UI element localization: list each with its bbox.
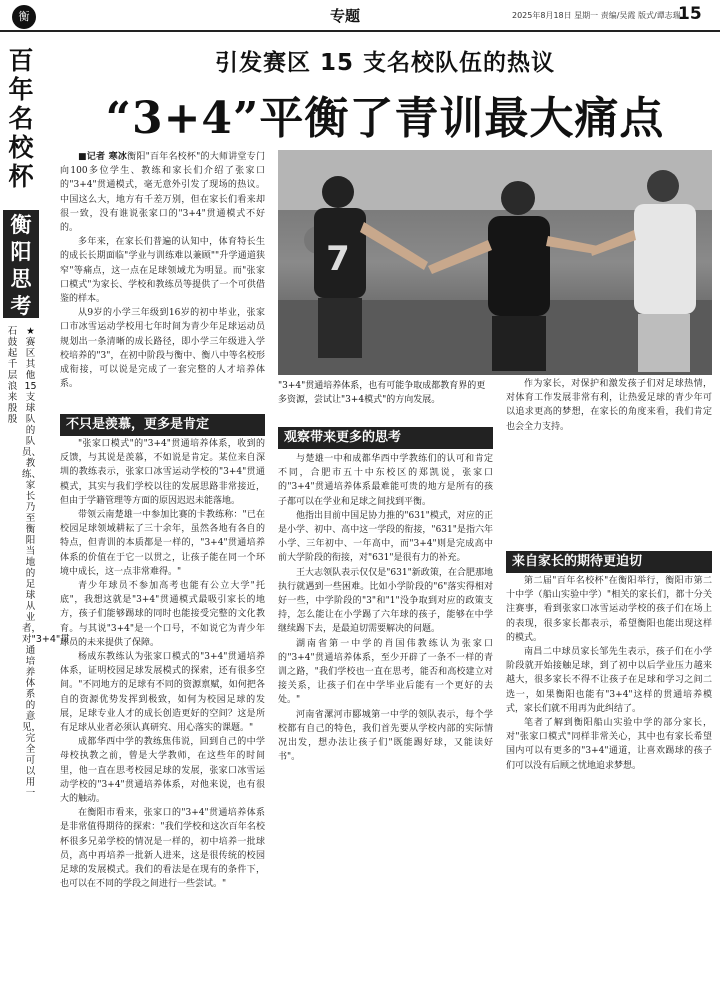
- photo-caption: "3+4"贯通培养体系，也有可能争取成都教育界的更多资源，尝试让"3+4模式"的方向发展。: [278, 381, 486, 405]
- paragraph: 河南省漯河市郾城第一中学的领队表示，每个学校都有自己的特色，我们首先要从学校内部的实际情况出发，想办法让孩子们"既能踢好球，又能读好书"。: [278, 709, 493, 763]
- column-3: [506, 377, 712, 434]
- column-1-continued: [60, 437, 265, 892]
- column-name-char: 思: [10, 267, 32, 291]
- sidebar-title-char: 校: [8, 133, 34, 162]
- column-name: [3, 210, 39, 318]
- paragraph: 王大志领队表示仅仅是"631"新政策，在合肥那地执行就遇到一些困难。比如小学阶段的"6"落实得相对好一些，中学阶段的"3"和"1"没争取到对应的政策支持，怎么能让在小学踢了六年球的孩子，能够在中学继续踢下去，是最迫切需要解决的问题。: [278, 567, 493, 635]
- subheading: 观察带来更多的思考: [278, 427, 493, 449]
- paragraph: 与楚雄一中和成都华西中学教练们的认可和肯定不同，合肥市五十中东校区的郑凯说，张家口的"3+4"贯通培养体系最难能可贵的地方是所有的孩子都可以在学业和足球之间找到平衡。: [278, 454, 493, 507]
- sidebar-subline: ★赛区其他15支球队的队员、教练、家长乃至衡阳当地的足球从业者，对"3+4"贯通培养体系的意见，完全可以用一: [22, 326, 70, 799]
- paragraph: 青少年球员不参加高考也能有公立大学"托底"，我想这就是"3+4"贯通模式最吸引家长的地方，孩子们能够踢球的同时也能接受完整的文化教育。与其说"3+4"是一个口号，不如说它为青少年球员的未来提供了保障。: [60, 581, 265, 648]
- masthead: [0, 0, 720, 32]
- paragraph: 成都华西中学的教练焦伟说，回到自己的中学母校执教之前，曾是大学教师，在这些年的时间里，他一直在思考校园足球的发展，张家口冰雪运动学校的"3+4"贯通培养体系，对他来说，也有很大的触动。: [60, 737, 265, 805]
- paragraph: 湖南省第一中学的肖国伟教练认为张家口的"3+4"贯通培养体系，至少开辟了一条不一样的青训之路，"我们学校也一直在思考，能否和高校建立对接关系，让孩子们在中学毕业后能有一个更好的去处。": [278, 638, 493, 706]
- sidebar-subline: 石鼓起千层浪来殷殷: [7, 326, 18, 425]
- subheading: 来自家长的期待更迫切: [506, 551, 712, 573]
- paragraph: 他指出目前中国足协力推的"631"模式，对应的正是小学、初中、高中这一学段的衔接，"631"是指六年小学、三年初中、一年高中，而"3+4"则是完成高中前大学阶段的衔接，对"631"是很有力的补充。: [278, 510, 493, 564]
- column-1: [60, 150, 265, 391]
- sidebar-title-char: 年: [8, 75, 34, 104]
- dateline: 2025年8月18日 星期一 责编/吴霞 版式/谭志瑞: [512, 11, 681, 20]
- svg-text:7: 7: [326, 239, 350, 279]
- page-number: 15: [678, 4, 702, 24]
- sidebar: [0, 40, 70, 996]
- column-3-continued: [506, 574, 712, 773]
- headline-kicker: 引发赛区 15 支名校队伍的热议: [214, 50, 556, 76]
- paragraph: "张家口模式"的"3+4"贯通培养体系，收到的反馈，与其说是羡慕，不如说是肯定。某位来自深圳的教练表示，张家口冰雪运动学校的"3+4"贯通模式，其实与我们学校以往的发展思路非常接近，但由于学籍管理等方面的原因迟迟未能落地。: [60, 439, 265, 506]
- sidebar-title-char: 百: [8, 46, 34, 75]
- paragraph: 作为家长，对保护和激发孩子们对足球热情，对体育工作发展非常有利，让热爱足球的青少年可以追求更高的梦想，在家长的角度来看，我们肯定也会全力支持。: [506, 379, 712, 432]
- paragraph: 从9岁的小学三年级到16岁的初中毕业，张家口市冰雪运动学校用七年时间为青少年足球运动员规划出一条清晰的成长路径，即小学三年级进入学校培养的"3"，在初中阶段与衡中、衡八中等名校形成衔接，可以说是完成了一套完整的人才培养体系。: [60, 308, 265, 390]
- paragraph: 多年来，在家长们普遍的认知中，体育特长生的成长长期面临"学业与训练难以兼顾""升学通道狭窄"等痛点，这一点在足球领域尤为明显。而"张家口模式"为家长、学校和教练员等提供了一个可供借鉴的样本。: [60, 237, 265, 305]
- lead-text: 衡阳"百年名校杯"的大师讲堂专门向100多位学生、教练和家长们介绍了张家口的"3+4"贯通模式，毫无意外引发了现场的热议。中国这么大，地方有千差万别，但在家长们看来却很一致，没有谁说张家口的"3+4"贯通模式不好的。: [60, 152, 266, 234]
- sidebar-title-char: 杯: [8, 162, 34, 191]
- column-name-char: 阳: [10, 240, 32, 264]
- paragraph: 第二届"百年名校杯"在衡阳举行，衡阳市第二十中学（船山实验中学）"相关的家长们，都十分关注赛事，看到张家口冰雪运动学校的孩子们在场上的表现，很多家长都表示，希望衡阳也能出现这样的模式。: [506, 576, 712, 643]
- paragraph: 在衡阳市看来，张家口的"3+4"贯通培养体系是非常值得期待的探索："我们学校和这次百年名校杯很多兄弟学校的情况是一样的，初中培养一批球员，高中再培养一批新人进来，这是很传统的校园足球的发展模式。我们的看法是在现有的条件下，也可以在不同的学段之间进行一些尝试。": [60, 808, 265, 890]
- headline: “3+4”平衡了青训最大痛点: [105, 93, 665, 144]
- paragraph: 杨成东教练认为张家口模式的"3+4"贯通培养体系，证明校园足球发展模式的探索，还有很多空间。"不同地方的足球有不同的资源禀赋，如何把各自的资源优势发挥到极致，如何为校园足球的发展，足球专业人才的成长创造更好的空间？这是所有足球从业者必须认真研究、用心落实的课题。": [60, 652, 265, 734]
- photo-football-players: [278, 150, 712, 375]
- paragraph: 南昌二中球员家长邹先生表示，孩子们在小学阶段就开始接触足球，到了初中以后学业压力越来越大，很多家长不得不让孩子在足球和学习之间二选一，如果衡阳也能有"3+4"这样的贯通培养模式，家长们就不用再为此纠结了。: [506, 647, 712, 714]
- paragraph: 笔者了解到衡阳船山实验中学的部分家长，对"张家口模式"同样非常关心，其中也有家长希望国内可以有更多的"3+4"通道，让喜欢踢球的孩子们可以没有后顾之忧地追求梦想。: [506, 718, 712, 771]
- column-name-char: 考: [10, 294, 32, 318]
- newspaper-logo: 衡: [12, 5, 36, 29]
- sidebar-title-char: 名: [8, 104, 34, 133]
- lead-paragraph: [60, 150, 265, 235]
- byline: ■记者 寒冰: [78, 152, 128, 162]
- sidebar-title: [4, 46, 38, 191]
- column-2: [278, 452, 493, 764]
- paragraph: 带领云南楚雄一中参加比赛的卡教练称："已在校园足球领域耕耘了三十余年，虽然各地有各自的特点，但青训的本质都是一样的，"3+4"贯通培养体系的价值在于它一以贯之，让孩子能在同一个环境中成长，这一点非常难得。": [60, 510, 265, 577]
- subheading: 不只是羡慕，更多是肯定: [60, 414, 265, 436]
- section-label: 专题: [330, 7, 361, 25]
- column-name-char: 衡: [10, 213, 32, 237]
- photo-illustration: [278, 150, 712, 375]
